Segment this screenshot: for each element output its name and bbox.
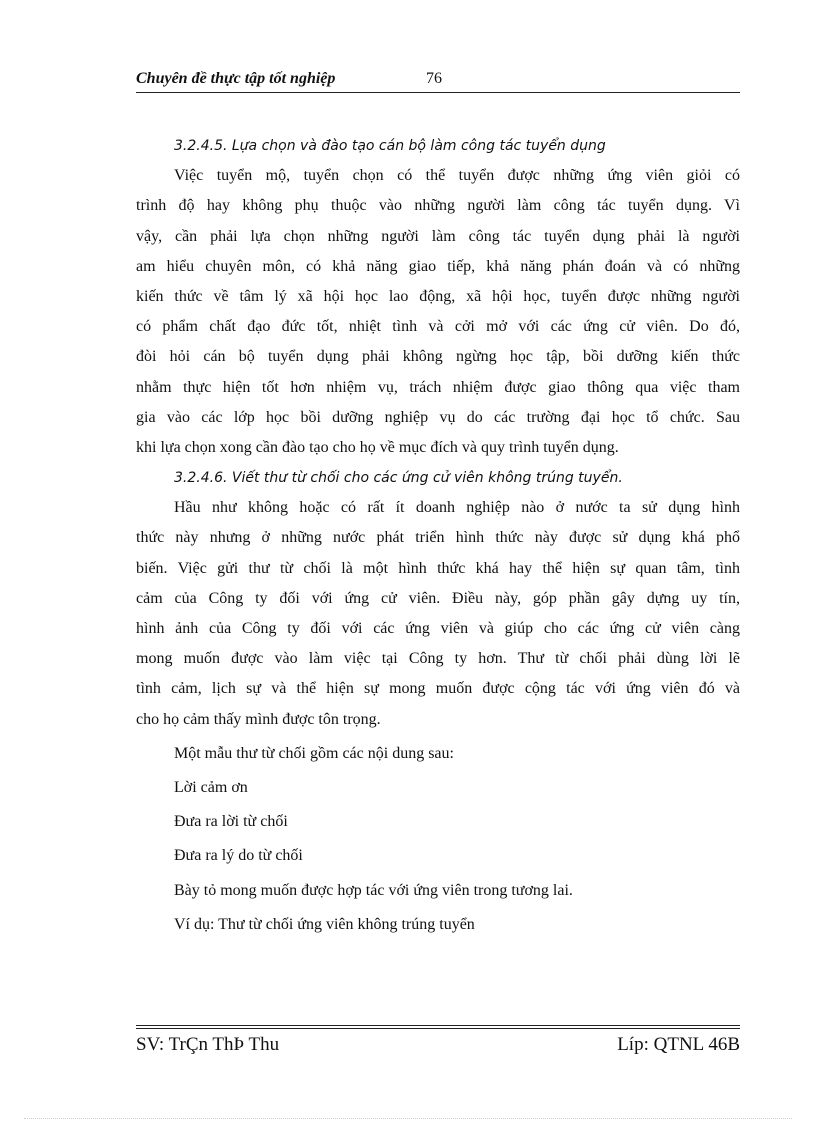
paragraph-line: đòi hỏi cán bộ tuyển dụng phải không ngừng học tập, bồi dưỡng kiến thức (136, 348, 740, 366)
list-item: Lời cảm ơn (174, 778, 248, 796)
footer-divider (136, 1028, 740, 1029)
paragraph-line: Việc tuyển mộ, tuyển chọn có thể tuyển được những ứng viên giỏi có (174, 167, 740, 185)
paragraph-line: Hầu như không hoặc có rất ít doanh nghiệp nào ở nước ta sử dụng hình (174, 499, 740, 517)
section-heading-3-2-4-6: 3.2.4.6. Viết thư từ chối cho các ứng cử viên không trúng tuyển. (174, 470, 623, 487)
paragraph-line: khi lựa chọn xong cần đào tạo cho họ về mục đích và quy trình tuyển dụng. (136, 438, 619, 456)
page-number: 76 (426, 70, 442, 87)
paragraph-line: hình ảnh của Công ty đối với các ứng viên và giúp cho các ứng cử viên càng (136, 620, 740, 637)
paragraph-line: nhằm thực hiện tốt hơn nhiệm vụ, trách nhiệm được giao thông qua việc tham (136, 378, 740, 396)
footer-divider (136, 1025, 740, 1026)
paragraph-line: có phẩm chất đạo đức tốt, nhiệt tình và cởi mở với các ứng cử viên. Do đó, (136, 318, 740, 336)
example-line: Ví dụ: Thư từ chối ứng viên không trúng tuyển (174, 915, 475, 933)
page-header (136, 70, 740, 92)
paragraph-line: kiến thức về tâm lý xã hội học lao động, xã hội học, tuyển được những người (136, 287, 740, 305)
section-heading-3-2-4-5: 3.2.4.5. Lựa chọn và đào tạo cán bộ làm công tác tuyển dụng (174, 138, 606, 154)
paragraph-line: trình độ hay không phụ thuộc vào những người làm công tác tuyển dụng. Vì (136, 197, 740, 215)
header-divider (136, 92, 740, 93)
paragraph-line: cho họ cảm thấy mình được tôn trọng. (136, 710, 381, 728)
paragraph-line: mong muốn được vào làm việc tại Công ty hơn. Thư từ chối phải dùng lời lẽ (136, 650, 740, 668)
paragraph-line: vậy, cần phải lựa chọn những người làm công tác tuyển dụng phải là người (136, 227, 740, 245)
footer-student: SV: TrÇn ThÞ Thu (136, 1034, 280, 1055)
paragraph-line: biến. Việc gửi thư từ chối là một hình thức khá hay thể hiện sự quan tâm, tình (136, 559, 740, 577)
list-item: Đưa ra lý do từ chối (174, 847, 303, 865)
paragraph-line: am hiểu chuyên môn, có khả năng giao tiếp, khả năng phán đoán và có những (136, 257, 740, 275)
paragraph-line: thức này nhưng ở những nước phát triển hình thức này được sử dụng khá phổ (136, 529, 740, 547)
list-item: Đưa ra lời từ chối (174, 813, 288, 831)
list-item: Bày tỏ mong muốn được hợp tác với ứng viên trong tương lai. (174, 881, 573, 899)
paragraph-line: tình cảm, lịch sự và thể hiện sự mong muốn được cộng tác với ứng viên đó và (136, 680, 740, 698)
paragraph-line: cảm của Công ty đối với ứng cử viên. Điều này, góp phần gây dựng uy tín, (136, 589, 740, 607)
paragraph-line: gia vào các lớp học bồi dưỡng nghiệp vụ do các trường đại học tổ chức. Sau (136, 408, 740, 426)
list-intro: Một mẫu thư từ chối gồm các nội dung sau: (174, 744, 454, 762)
document-title: Chuyên đề thực tập tốt nghiệp (136, 70, 336, 87)
footer-class: Líp: QTNL 46B (617, 1034, 740, 1055)
page-edge-divider (24, 1118, 792, 1119)
document-body (136, 131, 740, 940)
